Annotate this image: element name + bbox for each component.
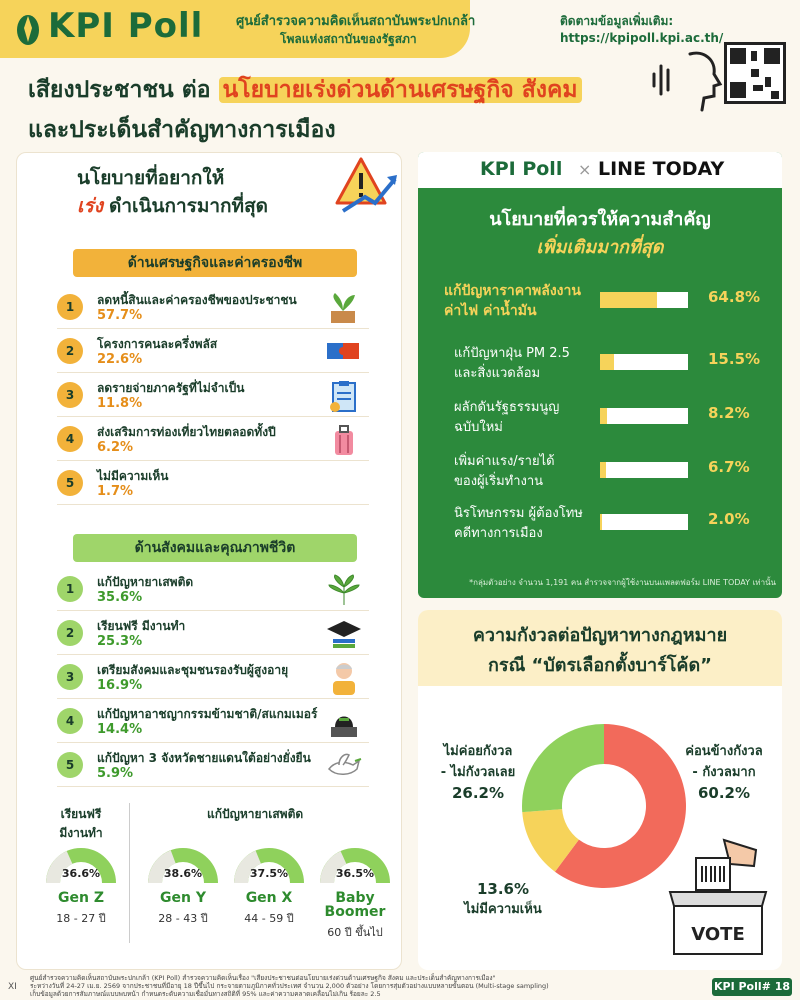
gen-drug-heading: แก้ปัญหายาเสพติด <box>207 807 304 821</box>
economy-value-1: 57.7% <box>97 308 143 323</box>
rush-heading-line1: นโยบายที่อยากให้ <box>77 167 225 189</box>
society-section-title: ด้านสังคมและคุณภาพชีวิต <box>73 534 357 562</box>
gen-name-2: Gen Y <box>160 890 206 906</box>
economy-item-1 <box>57 291 369 329</box>
footer-page: XI <box>8 982 17 992</box>
line-bar-label-3b: ฉบับใหม่ <box>454 420 503 435</box>
warning-trend-icon <box>335 153 401 217</box>
line-bar-fill-4 <box>600 462 606 478</box>
line-bar-label-5b: คดีทางการเมือง <box>454 526 543 541</box>
society-rank-5: 5 <box>57 752 83 778</box>
society-item-4 <box>57 705 369 743</box>
society-value-5: 5.9% <box>97 766 134 781</box>
barcode-ballot-panel <box>418 610 782 970</box>
society-rank-4: 4 <box>57 708 83 734</box>
gen-free-education-heading-1: เรียนฟรี <box>60 807 102 821</box>
economy-item-2 <box>57 335 369 373</box>
donut-label-no-opinion-1: ไม่มีความเห็น <box>464 902 542 917</box>
donut-label-worried <box>672 740 776 802</box>
gen-gauge-1 <box>45 845 117 885</box>
gen-age-3: 44 - 59 ปี <box>244 912 294 925</box>
society-label-1: แก้ปัญหายาเสพติด <box>97 575 194 589</box>
gen-free-education-heading-2: มีงานทำ <box>59 826 103 840</box>
line-bar-value-4: 6.7% <box>708 458 750 476</box>
line-bar-row-3 <box>418 396 782 452</box>
society-label-2: เรียนฟรี มีงานทำ <box>97 619 186 633</box>
page-title-line2: และประเด็นสำคัญทางการเมือง <box>28 117 336 143</box>
economy-item-5 <box>57 467 369 505</box>
barcode-donut-chart <box>518 720 690 892</box>
gen-gauge-4 <box>319 845 391 885</box>
kpi-emblem-icon <box>14 8 42 48</box>
gen-gauge-value-4: 36.5% <box>335 867 375 880</box>
line-sample-note: *กลุ่มตัวอย่าง จำนวน 1,191 คน สำรวจจากผู้ใช้งานบนแพลตฟอร์ม LINE TODAY เท่านั้น <box>469 578 776 587</box>
gen-name-3: Gen X <box>245 890 293 906</box>
org-subtitle: โพลแห่งสถาบันของรัฐสภา <box>280 32 417 46</box>
rush-heading-rest: ดำเนินการมากที่สุด <box>108 195 268 217</box>
society-rank-1: 1 <box>57 576 83 602</box>
line-bar-row-5 <box>418 502 782 558</box>
economy-label-2: โครงการคนละครึ่งพลัส <box>97 337 218 351</box>
line-bar-row-1 <box>418 280 782 336</box>
line-bar-track-5 <box>600 514 688 530</box>
line-bar-fill-1 <box>600 292 657 308</box>
gen-age-1: 18 - 27 ปี <box>56 912 106 925</box>
society-value-4: 14.4% <box>97 722 143 737</box>
society-value-2: 25.3% <box>97 634 143 649</box>
economy-rank-2: 2 <box>57 338 83 364</box>
donut-value-worried: 60.2% <box>697 784 751 802</box>
footer <box>0 972 800 1000</box>
society-item-2 <box>57 617 369 655</box>
page-title <box>28 72 582 108</box>
gen-name-1: Gen Z <box>58 890 104 906</box>
gen-gauge-value-2: 38.6% <box>163 867 203 880</box>
barcode-heading-band <box>418 610 782 686</box>
title-prefix: เสียงประชาชน ต่อ <box>28 77 211 103</box>
elderly-icon <box>325 661 363 695</box>
donut-label-not-worried <box>428 740 528 802</box>
society-label-5: แก้ปัญหา 3 จังหวัดชายแดนใต้อย่างยั่งยืน <box>97 751 311 765</box>
more-info-link[interactable]: ติดตามข้อมูลเพิ่มเติม: https://kpipoll.kpi.ac.th/ <box>560 14 724 45</box>
line-today-panel <box>418 152 782 598</box>
rush-word: เร่ง <box>77 195 103 217</box>
society-label-4: แก้ปัญหาอาชญากรรมข้ามชาติ/สแกมเมอร์ <box>97 707 318 721</box>
speaking-head-icon <box>646 40 726 120</box>
economy-label-4: ส่งเสริมการท่องเที่ยวไทยตลอดทั้งปี <box>97 425 276 439</box>
gen-age-2: 28 - 43 ปี <box>158 912 208 925</box>
economy-value-4: 6.2% <box>97 440 134 455</box>
line-bar-label-2b: และสิ่งแวดล้อม <box>454 366 541 381</box>
title-highlight: นโยบายเร่งด่วนด้านเศรษฐกิจ สังคม <box>219 77 582 103</box>
economy-label-1: ลดหนี้สินและค่าครองชีพของประชาชน <box>97 293 297 307</box>
cross-icon: × <box>578 160 592 179</box>
gen-name-4 <box>315 891 395 919</box>
line-bar-label-5a: นิรโทษกรรม ผู้ต้องโทษ <box>454 506 583 521</box>
kpi-poll-logo: KPI Poll <box>48 6 204 46</box>
line-bar-value-5: 2.0% <box>708 510 750 528</box>
society-rank-2: 2 <box>57 620 83 646</box>
line-bar-value-2: 15.5% <box>708 350 761 368</box>
gen-name-4-b: Boomer <box>324 904 386 920</box>
puzzle-icon <box>325 335 363 369</box>
line-bar-value-3: 8.2% <box>708 404 750 422</box>
footer-line3: เก็บข้อมูลด้วยการสัมภาษณ์แบบพบหน้า กำหนดระดับความเชื่อมั่นทางสถิติที่ 95% และค่าความคลาดเคลื่อนไม่เกิน ร้อยละ 2.5 <box>30 990 381 998</box>
line-bar-label-1b: ค่าไฟ ค่าน้ำมัน <box>444 303 537 319</box>
line-heading-line1: นโยบายที่ควรให้ความสำคัญ <box>489 209 711 230</box>
line-bar-label-3a: ผลักดันรัฐธรรมนูญ <box>454 400 560 415</box>
line-bar-track-1 <box>600 292 688 308</box>
society-item-5 <box>57 749 369 787</box>
gen-gauge-value-3: 37.5% <box>249 867 289 880</box>
donut-label-worried-1: ค่อนข้างกังวล <box>685 744 763 759</box>
vote-label: VOTE <box>691 924 745 945</box>
rush-policy-panel <box>16 152 402 970</box>
economy-section-title: ด้านเศรษฐกิจและค่าครองชีพ <box>73 249 357 277</box>
line-today-logo-bar <box>418 152 782 188</box>
money-plant-icon <box>325 291 363 325</box>
gen-free-education-heading <box>41 805 121 843</box>
clipboard-icon <box>325 379 363 413</box>
line-bar-label-4b: ของผู้เริ่มทำงาน <box>454 474 544 489</box>
line-bar-track-4 <box>600 462 688 478</box>
line-bar-track-2 <box>600 354 688 370</box>
kpi-poll-logo-small: KPI Poll <box>480 158 563 180</box>
donut-label-worried-2: - กังวลมาก <box>692 765 756 780</box>
kpi-poll-issue-badge: KPI Poll# 18 <box>712 978 792 996</box>
society-label-3: เตรียมสังคมและชุมชนรองรับผู้สูงอายุ <box>97 663 289 677</box>
barcode-heading-line2: กรณี “บัตรเลือกตั้งบาร์โค้ด” <box>488 655 712 676</box>
line-bar-fill-3 <box>600 408 607 424</box>
line-bar-label-2a: แก้ปัญหาฝุ่น PM 2.5 <box>454 346 570 361</box>
qr-code[interactable] <box>724 42 786 104</box>
drug-leaf-icon <box>325 573 363 607</box>
line-bar-row-2 <box>418 342 782 398</box>
gen-divider <box>129 803 130 943</box>
donut-label-no-opinion <box>448 878 558 919</box>
line-bar-label-1a: แก้ปัญหาราคาพลังงาน <box>444 283 581 299</box>
barcode-heading-line1: ความกังวลต่อปัญหาทางกฎหมาย <box>472 625 728 646</box>
society-rank-3: 3 <box>57 664 83 690</box>
line-bar-fill-5 <box>600 514 602 530</box>
economy-rank-3: 3 <box>57 382 83 408</box>
economy-item-3 <box>57 379 369 417</box>
gen-gauge-3 <box>233 845 305 885</box>
donut-value-not-worried: 26.2% <box>451 784 505 802</box>
dove-icon <box>325 749 363 783</box>
economy-item-4 <box>57 423 369 461</box>
rush-heading-line2 <box>77 191 268 221</box>
footer-line1: ศูนย์สำรวจความคิดเห็นสถาบันพระปกเกล้า (KPI Poll) สำรวจความคิดเห็นเรื่อง "เสียงประชาชนต่อนโยบายเร่งด่วนด้านเศรษฐกิจ สังคม และประเด็นสำคัญทางการเมือง" <box>30 974 496 982</box>
line-heading-line2: เพิ่มเติมมากที่สุด <box>536 237 664 258</box>
line-bar-fill-2 <box>600 354 614 370</box>
economy-value-2: 22.6% <box>97 352 143 367</box>
gen-age-4: 60 ปี ขึ้นไป <box>327 926 383 939</box>
gen-gauge-2 <box>147 845 219 885</box>
gen-name-4-a: Baby <box>335 890 375 906</box>
economy-rank-4: 4 <box>57 426 83 452</box>
donut-label-not-worried-2: - ไม่กังวลเลย <box>440 765 516 780</box>
economy-label-5: ไม่มีความเห็น <box>97 469 169 483</box>
hacker-icon <box>325 705 363 739</box>
line-bar-row-4 <box>418 450 782 506</box>
ballot-box-icon <box>666 836 770 956</box>
economy-label-3: ลดรายจ่ายภาครัฐที่ไม่จำเป็น <box>97 381 245 395</box>
society-item-1 <box>57 573 369 611</box>
line-today-logo: LINE TODAY <box>598 158 725 180</box>
donut-slice-not-worried <box>522 724 604 812</box>
economy-rank-5: 5 <box>57 470 83 496</box>
donut-label-not-worried-1: ไม่ค่อยกังวล <box>443 744 513 759</box>
line-bar-track-3 <box>600 408 688 424</box>
donut-value-no-opinion: 13.6% <box>476 880 530 898</box>
graduation-cap-icon <box>325 617 363 651</box>
society-value-1: 35.6% <box>97 590 143 605</box>
suitcase-icon <box>325 423 363 457</box>
society-value-3: 16.9% <box>97 678 143 693</box>
footer-line2: ระหว่างวันที่ 24-27 เม.ย. 2569 จากประชาชนที่มีอายุ 18 ปีขึ้นไป กระจายตามภูมิภาคทั่วประเทศ จำนวน 2,000 ตัวอย่าง โดยการสุ่มตัวอย่างแบบหลายขั้นตอน (Multi-stage sampling) <box>30 982 549 990</box>
economy-value-5: 1.7% <box>97 484 134 499</box>
footer-methodology <box>30 974 670 998</box>
gen-gauge-value-1: 36.6% <box>61 867 101 880</box>
economy-value-3: 11.8% <box>97 396 143 411</box>
line-bar-label-4a: เพิ่มค่าแรง/รายได้ <box>454 454 555 469</box>
society-item-3 <box>57 661 369 699</box>
org-name: ศูนย์สำรวจความคิดเห็นสถาบันพระปกเกล้า <box>236 14 476 29</box>
economy-rank-1: 1 <box>57 294 83 320</box>
line-bar-value-1: 64.8% <box>708 288 761 306</box>
